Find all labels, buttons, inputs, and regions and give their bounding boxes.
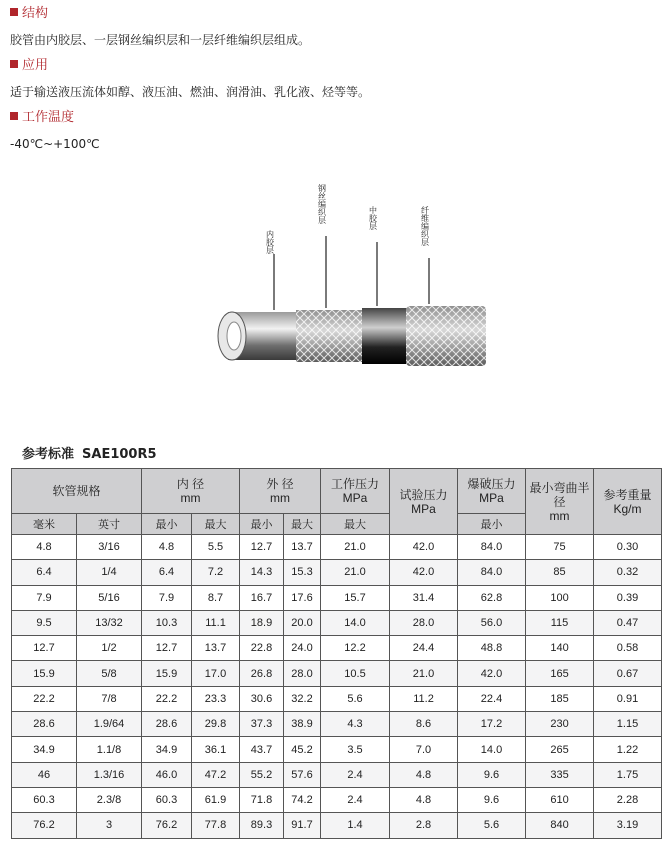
section-temperature xyxy=(10,110,100,152)
table-cell: 46.0 xyxy=(142,762,192,787)
header-weight: 参考重量 Kg/m xyxy=(594,469,662,535)
table-cell: 7/8 xyxy=(77,686,142,711)
table-cell: 28.0 xyxy=(390,610,458,635)
hose-bore xyxy=(227,322,241,350)
table-cell: 2.28 xyxy=(594,787,662,812)
table-cell: 36.1 xyxy=(192,737,240,762)
table-row xyxy=(12,535,662,560)
table-cell: 5/8 xyxy=(77,661,142,686)
section-text: -40℃~+100℃ xyxy=(10,137,100,151)
table-cell: 1.1/8 xyxy=(77,737,142,762)
table-cell: 28.6 xyxy=(12,712,77,737)
table-cell: 38.9 xyxy=(284,712,321,737)
table-cell: 24.0 xyxy=(284,636,321,661)
table-cell: 60.3 xyxy=(142,787,192,812)
table-cell: 0.91 xyxy=(594,686,662,711)
table-cell: 14.3 xyxy=(240,560,284,585)
table-cell: 26.8 xyxy=(240,661,284,686)
table-cell: 1/4 xyxy=(77,560,142,585)
square-bullet-icon xyxy=(10,60,18,68)
table-cell: 22.8 xyxy=(240,636,284,661)
diagram-label-fiber: 纤维编织层 xyxy=(420,206,430,246)
header-size: 软管规格 xyxy=(12,469,142,514)
header-burst-pressure: 爆破压力 MPa xyxy=(458,469,526,514)
table-cell: 9.6 xyxy=(458,762,526,787)
table-cell: 18.9 xyxy=(240,610,284,635)
table-cell: 8.6 xyxy=(390,712,458,737)
table-cell: 0.39 xyxy=(594,585,662,610)
table-cell: 61.9 xyxy=(192,787,240,812)
table-row xyxy=(12,610,662,635)
section-heading: 应用 xyxy=(10,58,370,74)
table-cell: 0.58 xyxy=(594,636,662,661)
table-cell: 42.0 xyxy=(458,661,526,686)
table-cell: 6.4 xyxy=(12,560,77,585)
table-cell: 37.3 xyxy=(240,712,284,737)
header-work-pressure: 工作压力 MPa xyxy=(321,469,390,514)
header-outer-min: 最小 xyxy=(240,514,284,535)
table-row xyxy=(12,661,662,686)
table-cell: 12.7 xyxy=(240,535,284,560)
table-cell: 5.5 xyxy=(192,535,240,560)
table-cell: 62.8 xyxy=(458,585,526,610)
table-row xyxy=(12,813,662,838)
table-cell: 45.2 xyxy=(284,737,321,762)
table-cell: 4.8 xyxy=(390,762,458,787)
table-cell: 840 xyxy=(526,813,594,838)
table-cell: 17.2 xyxy=(458,712,526,737)
table-cell: 48.8 xyxy=(458,636,526,661)
table-row xyxy=(12,560,662,585)
table-cell: 6.4 xyxy=(142,560,192,585)
table-cell: 7.9 xyxy=(12,585,77,610)
table-cell: 89.3 xyxy=(240,813,284,838)
header-outer-max: 最大 xyxy=(284,514,321,535)
table-cell: 15.9 xyxy=(12,661,77,686)
section-structure xyxy=(10,6,310,48)
middle-rubber-layer xyxy=(362,308,408,364)
table-cell: 32.2 xyxy=(284,686,321,711)
section-heading: 结构 xyxy=(10,6,310,22)
table-cell: 34.9 xyxy=(142,737,192,762)
header-inch: 英寸 xyxy=(77,514,142,535)
table-cell: 10.5 xyxy=(321,661,390,686)
table-cell: 2.3/8 xyxy=(77,787,142,812)
table-cell: 1.9/64 xyxy=(77,712,142,737)
table-cell: 12.2 xyxy=(321,636,390,661)
section-text: 胶管由内胶层、一层钢丝编织层和一层纤维编织层组成。 xyxy=(10,33,311,47)
section-text: 适于输送液压流体如醇、液压油、燃油、润滑油、乳化液、烃等等。 xyxy=(10,85,371,99)
table-cell: 15.3 xyxy=(284,560,321,585)
table-cell: 5/16 xyxy=(77,585,142,610)
table-cell: 22.4 xyxy=(458,686,526,711)
section-application xyxy=(10,58,370,100)
table-cell: 4.8 xyxy=(390,787,458,812)
table-cell: 20.0 xyxy=(284,610,321,635)
table-cell: 1.15 xyxy=(594,712,662,737)
table-cell: 17.6 xyxy=(284,585,321,610)
header-outer-dia: 外 径 mm xyxy=(240,469,321,514)
table-cell: 47.2 xyxy=(192,762,240,787)
table-row xyxy=(12,762,662,787)
table-cell: 17.0 xyxy=(192,661,240,686)
table-cell: 3/16 xyxy=(77,535,142,560)
table-cell: 15.9 xyxy=(142,661,192,686)
table-cell: 42.0 xyxy=(390,535,458,560)
table-row xyxy=(12,712,662,737)
reference-code: SAE100R5 xyxy=(82,447,157,462)
table-cell: 335 xyxy=(526,762,594,787)
table-cell: 9.5 xyxy=(12,610,77,635)
table-cell: 13.7 xyxy=(192,636,240,661)
table-cell: 56.0 xyxy=(458,610,526,635)
table-cell: 74.2 xyxy=(284,787,321,812)
table-cell: 21.0 xyxy=(321,535,390,560)
table-cell: 13.7 xyxy=(284,535,321,560)
table-cell: 22.2 xyxy=(12,686,77,711)
table-cell: 2.8 xyxy=(390,813,458,838)
table-cell: 1.75 xyxy=(594,762,662,787)
table-row xyxy=(12,636,662,661)
square-bullet-icon xyxy=(10,8,18,16)
table-cell: 140 xyxy=(526,636,594,661)
table-cell: 2.4 xyxy=(321,762,390,787)
table-cell: 8.7 xyxy=(192,585,240,610)
table-cell: 24.4 xyxy=(390,636,458,661)
header-burst-min: 最小 xyxy=(458,514,526,535)
hose-diagram xyxy=(0,170,670,390)
table-cell: 1.22 xyxy=(594,737,662,762)
square-bullet-icon xyxy=(10,112,18,120)
table-cell: 230 xyxy=(526,712,594,737)
table-cell: 265 xyxy=(526,737,594,762)
table-cell: 12.7 xyxy=(142,636,192,661)
table-cell: 23.3 xyxy=(192,686,240,711)
table-row xyxy=(12,737,662,762)
table-cell: 12.7 xyxy=(12,636,77,661)
table-cell: 76.2 xyxy=(12,813,77,838)
table-cell: 610 xyxy=(526,787,594,812)
table-cell: 42.0 xyxy=(390,560,458,585)
reference-standard xyxy=(22,443,157,462)
table-cell: 71.8 xyxy=(240,787,284,812)
table-cell: 10.3 xyxy=(142,610,192,635)
table-cell: 22.2 xyxy=(142,686,192,711)
table-cell: 21.0 xyxy=(321,560,390,585)
table-cell: 84.0 xyxy=(458,535,526,560)
table-cell: 29.8 xyxy=(192,712,240,737)
table-cell: 165 xyxy=(526,661,594,686)
table-cell: 9.6 xyxy=(458,787,526,812)
diagram-label-steel: 钢丝编织层 xyxy=(317,184,327,224)
table-cell: 0.32 xyxy=(594,560,662,585)
table-cell: 4.8 xyxy=(12,535,77,560)
table-row xyxy=(12,686,662,711)
table-cell: 1.4 xyxy=(321,813,390,838)
table-cell: 1/2 xyxy=(77,636,142,661)
table-cell: 4.3 xyxy=(321,712,390,737)
table-cell: 46 xyxy=(12,762,77,787)
header-inner-max: 最大 xyxy=(192,514,240,535)
table-cell: 55.2 xyxy=(240,762,284,787)
table-cell: 30.6 xyxy=(240,686,284,711)
table-cell: 5.6 xyxy=(458,813,526,838)
table-row xyxy=(12,787,662,812)
table-cell: 1.3/16 xyxy=(77,762,142,787)
table-cell: 185 xyxy=(526,686,594,711)
table-row xyxy=(12,585,662,610)
table-cell: 91.7 xyxy=(284,813,321,838)
table-cell: 31.4 xyxy=(390,585,458,610)
table-cell: 75 xyxy=(526,535,594,560)
table-cell: 0.67 xyxy=(594,661,662,686)
diagram-label-inner: 内胶层 xyxy=(265,230,275,254)
table-cell: 15.7 xyxy=(321,585,390,610)
table-cell: 115 xyxy=(526,610,594,635)
header-inner-dia: 内 径 mm xyxy=(142,469,240,514)
table-cell: 7.0 xyxy=(390,737,458,762)
table-cell: 100 xyxy=(526,585,594,610)
spec-table-body xyxy=(12,535,662,839)
table-cell: 85 xyxy=(526,560,594,585)
header-mm: 毫米 xyxy=(12,514,77,535)
table-cell: 11.2 xyxy=(390,686,458,711)
table-cell: 57.6 xyxy=(284,762,321,787)
table-cell: 7.9 xyxy=(142,585,192,610)
table-cell: 4.8 xyxy=(142,535,192,560)
table-cell: 2.4 xyxy=(321,787,390,812)
table-cell: 11.1 xyxy=(192,610,240,635)
table-cell: 84.0 xyxy=(458,560,526,585)
header-bend-radius: 最小弯曲半径 mm xyxy=(526,469,594,535)
table-cell: 21.0 xyxy=(390,661,458,686)
table-cell: 14.0 xyxy=(458,737,526,762)
spec-table xyxy=(11,468,662,839)
table-cell: 14.0 xyxy=(321,610,390,635)
table-cell: 43.7 xyxy=(240,737,284,762)
table-cell: 3.5 xyxy=(321,737,390,762)
header-work-max: 最大 xyxy=(321,514,390,535)
table-cell: 28.6 xyxy=(142,712,192,737)
header-inner-min: 最小 xyxy=(142,514,192,535)
table-cell: 5.6 xyxy=(321,686,390,711)
table-cell: 16.7 xyxy=(240,585,284,610)
table-cell: 28.0 xyxy=(284,661,321,686)
table-cell: 13/32 xyxy=(77,610,142,635)
section-heading: 工作温度 xyxy=(10,110,100,126)
diagram-label-middle: 中胶层 xyxy=(368,206,378,230)
table-cell: 34.9 xyxy=(12,737,77,762)
hose-illustration xyxy=(0,170,670,390)
table-cell: 0.47 xyxy=(594,610,662,635)
table-cell: 76.2 xyxy=(142,813,192,838)
table-cell: 7.2 xyxy=(192,560,240,585)
reference-label: 参考标准 xyxy=(22,447,75,462)
table-cell: 3.19 xyxy=(594,813,662,838)
table-cell: 77.8 xyxy=(192,813,240,838)
header-test-pressure: 试验压力 MPa xyxy=(390,469,458,535)
table-cell: 60.3 xyxy=(12,787,77,812)
table-cell: 3 xyxy=(77,813,142,838)
table-cell: 0.30 xyxy=(594,535,662,560)
